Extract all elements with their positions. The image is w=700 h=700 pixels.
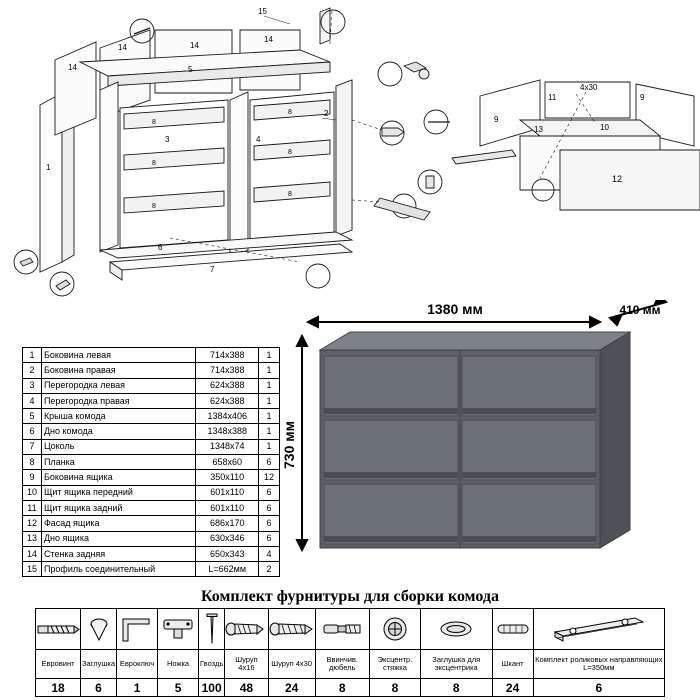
parts-cell-num: 4: [23, 393, 42, 408]
hardware-label: Заглушка: [81, 650, 117, 679]
parts-cell-dim: 686x170: [196, 516, 259, 531]
hardware-table: [35, 608, 665, 697]
parts-cell-name: Дно комода: [41, 424, 195, 439]
parts-cell-qty: 1: [259, 424, 280, 439]
hardware-count: 8: [369, 679, 420, 697]
parts-cell-dim: 630x346: [196, 531, 259, 546]
hardware-label: Шуруп 4x16: [225, 650, 268, 679]
parts-cell-num: 15: [23, 562, 42, 577]
table-row: [23, 562, 280, 577]
screw-4x30-icon: [268, 609, 315, 650]
table-row: [23, 531, 280, 546]
svg-text:13: 13: [534, 125, 543, 134]
hardware-count: 8: [315, 679, 369, 697]
parts-cell-name: Дно ящика: [41, 531, 195, 546]
hardware-count: 8: [420, 679, 492, 697]
parts-cell-qty: 6: [259, 531, 280, 546]
svg-text:11: 11: [548, 93, 557, 102]
hardware-title: Комплект фурнитуры для сборки комода: [201, 588, 499, 605]
parts-cell-dim: 624x388: [196, 393, 259, 408]
parts-cell-qty: 4: [259, 546, 280, 561]
label-part-2: 2: [324, 109, 329, 118]
hardware-count: 24: [492, 679, 533, 697]
svg-text:15: 15: [258, 7, 267, 16]
depth-label: 410 мм: [619, 303, 661, 317]
hardware-label: Евроключ: [117, 650, 158, 679]
label-part-5: 5: [188, 65, 193, 74]
parts-cell-qty: 6: [259, 455, 280, 470]
svg-text:8: 8: [288, 149, 292, 156]
shkant-icon: [492, 609, 533, 650]
svg-text:8: 8: [152, 203, 156, 210]
parts-cell-name: Перегородка правая: [41, 393, 195, 408]
parts-cell-name: Перегородка левая: [41, 378, 195, 393]
svg-text:14: 14: [190, 41, 199, 50]
hardware-count: 1: [117, 679, 158, 697]
slide-rail-icon: [533, 609, 664, 650]
parts-cell-name: Щит ящика передний: [41, 485, 195, 500]
label-part-1: 1: [46, 163, 51, 172]
euro-screw-icon: [36, 609, 81, 650]
parts-cell-dim: 601x110: [196, 500, 259, 515]
parts-cell-dim: 350x110: [196, 470, 259, 485]
label-part-3: 3: [165, 135, 170, 144]
parts-cell-num: 2: [23, 363, 42, 378]
hardware-count: 100: [199, 679, 225, 697]
parts-cell-dim: 650x343: [196, 546, 259, 561]
parts-cell-name: Щит ящика задний: [41, 500, 195, 515]
hardware-label: Ввинчив. дюбель: [315, 650, 369, 679]
cam-lock-icon: [369, 609, 420, 650]
dimension-drawing: [280, 300, 690, 580]
svg-text:10: 10: [600, 123, 609, 132]
table-row: [23, 348, 280, 363]
hardware-count: 48: [225, 679, 268, 697]
svg-text:8: 8: [288, 109, 292, 116]
table-row: [23, 485, 280, 500]
svg-text:14: 14: [68, 63, 77, 72]
parts-cell-num: 5: [23, 409, 42, 424]
table-row: [23, 500, 280, 515]
parts-cell-dim: 714x388: [196, 363, 259, 378]
parts-cell-qty: 6: [259, 485, 280, 500]
hardware-count: 24: [268, 679, 315, 697]
parts-cell-num: 3: [23, 378, 42, 393]
hardware-label: Евровинт: [36, 650, 81, 679]
svg-text:8: 8: [152, 119, 156, 126]
table-row: [23, 363, 280, 378]
table-row: [23, 470, 280, 485]
parts-cell-qty: 6: [259, 500, 280, 515]
table-row: [23, 439, 280, 454]
parts-cell-qty: 1: [259, 393, 280, 408]
parts-cell-num: 8: [23, 455, 42, 470]
screw-4x16-icon: [225, 609, 268, 650]
hardware-label: Шкант: [492, 650, 533, 679]
parts-cell-qty: 2: [259, 562, 280, 577]
parts-cell-qty: 1: [259, 439, 280, 454]
height-label: 730 мм: [281, 421, 297, 469]
hardware-count: 6: [533, 679, 664, 697]
parts-cell-dim: L=662мм: [196, 562, 259, 577]
parts-cell-name: Фасад ящика: [41, 516, 195, 531]
parts-cell-num: 6: [23, 424, 42, 439]
svg-text:12: 12: [612, 174, 623, 184]
parts-cell-name: Цоколь: [41, 439, 195, 454]
hardware-label: Ножка: [158, 650, 199, 679]
parts-cell-dim: 658x60: [196, 455, 259, 470]
parts-cell-name: Крыша комода: [41, 409, 195, 424]
parts-cell-name: Стенка задняя: [41, 546, 195, 561]
allen-key-icon: [117, 609, 158, 650]
table-row: [23, 393, 280, 408]
table-row: [23, 409, 280, 424]
cam-cap-icon: [420, 609, 492, 650]
dowel-screw-icon: [315, 609, 369, 650]
table-row: [23, 546, 280, 561]
parts-cell-qty: 1: [259, 378, 280, 393]
assembly-diagram: [0, 0, 700, 310]
label-part-4: 4: [256, 135, 261, 144]
label-part-7: 7: [210, 265, 215, 274]
parts-cell-num: 9: [23, 470, 42, 485]
svg-text:9: 9: [494, 115, 499, 124]
parts-cell-qty: 1: [259, 348, 280, 363]
svg-text:9: 9: [640, 93, 645, 102]
table-row: [23, 424, 280, 439]
svg-text:8: 8: [152, 160, 156, 167]
hardware-label: Эксцентр. стяжка: [369, 650, 420, 679]
table-row: [23, 378, 280, 393]
svg-text:8: 8: [288, 191, 292, 198]
hardware-label: Шуруп 4x30: [268, 650, 315, 679]
hardware-label: Комплект роликовых направляющих L=350мм: [533, 650, 664, 679]
svg-text:14: 14: [118, 43, 127, 52]
parts-cell-num: 7: [23, 439, 42, 454]
parts-cell-qty: 1: [259, 363, 280, 378]
parts-cell-num: 13: [23, 531, 42, 546]
parts-cell-num: 12: [23, 516, 42, 531]
parts-cell-qty: 12: [259, 470, 280, 485]
parts-cell-dim: 1348x388: [196, 424, 259, 439]
parts-cell-name: Боковина правая: [41, 363, 195, 378]
hardware-label: Заглушка для эксцентрика: [420, 650, 492, 679]
svg-text:4x30: 4x30: [580, 83, 598, 92]
table-row: [23, 455, 280, 470]
label-part-6: 6: [158, 243, 163, 252]
parts-cell-dim: 624x388: [196, 378, 259, 393]
parts-cell-num: 14: [23, 546, 42, 561]
hardware-count: 18: [36, 679, 81, 697]
nail-icon: [199, 609, 225, 650]
width-label: 1380 мм: [427, 301, 483, 317]
parts-cell-dim: 601x110: [196, 485, 259, 500]
hardware-label: Гвоздь: [199, 650, 225, 679]
parts-cell-qty: 6: [259, 516, 280, 531]
parts-cell-dim: 1384x406: [196, 409, 259, 424]
svg-text:14: 14: [264, 35, 273, 44]
cap-icon: [81, 609, 117, 650]
hardware-count: 5: [158, 679, 199, 697]
table-row: [23, 516, 280, 531]
parts-cell-qty: 1: [259, 409, 280, 424]
parts-cell-num: 1: [23, 348, 42, 363]
parts-cell-name: Боковина ящика: [41, 470, 195, 485]
parts-table: [22, 347, 280, 577]
parts-cell-name: Профиль соединительный: [41, 562, 195, 577]
parts-cell-dim: 714x388: [196, 348, 259, 363]
parts-cell-name: Планка: [41, 455, 195, 470]
parts-cell-dim: 1348x74: [196, 439, 259, 454]
parts-cell-name: Боковина левая: [41, 348, 195, 363]
leg-icon: [158, 609, 199, 650]
parts-cell-num: 11: [23, 500, 42, 515]
parts-cell-num: 10: [23, 485, 42, 500]
hardware-count: 6: [81, 679, 117, 697]
